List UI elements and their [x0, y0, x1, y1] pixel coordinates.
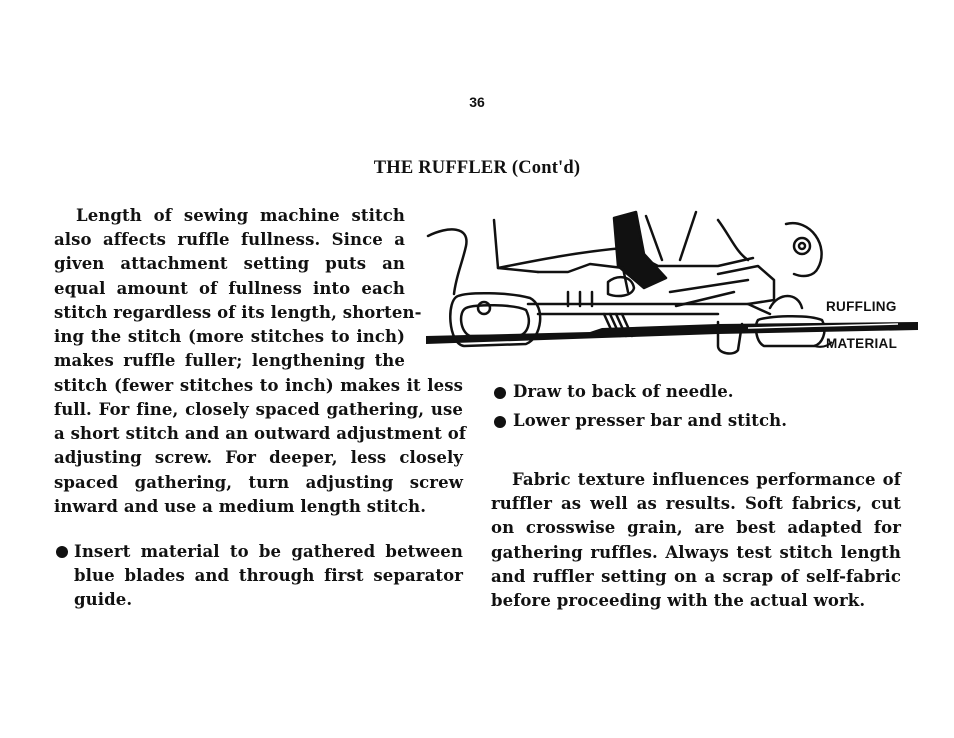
text-line: Insert material to be gathered between: [74, 542, 463, 561]
text-line: given attachment setting puts an: [54, 254, 405, 273]
text-line: adjusting screw. For deeper, less closely: [54, 448, 463, 467]
text-line: blue blades and through first separator: [74, 566, 463, 585]
text-line: guide.: [74, 590, 133, 609]
text-line: spaced gathering, turn adjusting screw: [54, 473, 463, 492]
text-line: full. For fine, closely spaced gathering, use: [54, 400, 463, 419]
text-line: stitch (fewer stitches to inch) makes it less: [54, 376, 463, 395]
ruffling-label: RUFFLING: [826, 299, 897, 314]
page-number: 36: [469, 94, 485, 110]
bullet-dot: [494, 416, 506, 428]
screw-head: [794, 238, 810, 254]
bullet-dot: [56, 546, 68, 558]
text-line: makes ruffle fuller; lengthening the: [54, 351, 405, 370]
text-line: also affects ruffle fullness. Since a: [54, 230, 405, 249]
page-title: THE RUFFLER (Cont'd): [373, 158, 581, 178]
text-line: ruffler as well as results. Soft fabrics, cut: [491, 494, 901, 513]
text-line: a short stitch and an outward adjustment of: [54, 424, 467, 443]
text-line: Draw to back of needle.: [513, 382, 734, 401]
text-line: Length of sewing machine stitch: [76, 206, 405, 225]
text-line: gathering ruffles. Always test stitch length: [491, 543, 901, 562]
text-line: before proceeding with the actual work.: [491, 591, 866, 610]
bullet-dot: [494, 387, 506, 399]
text-line: Lower presser bar and stitch.: [513, 411, 788, 430]
text-line: Fabric texture influences performance of: [512, 470, 901, 489]
text-line: inward and use a medium length stitch.: [54, 497, 427, 516]
text-line: ing the stitch (more stitches to inch): [54, 327, 405, 346]
material-label: MATERIAL: [826, 336, 898, 351]
lever-hook: [428, 229, 466, 294]
text-line: and ruffler setting on a scrap of self-fabric: [491, 567, 901, 586]
text-line: equal amount of fullness into each: [54, 279, 405, 298]
text-line: on crosswise grain, are best adapted for: [491, 518, 901, 537]
text-line: stitch regardless of its length, shorten-: [54, 303, 422, 322]
